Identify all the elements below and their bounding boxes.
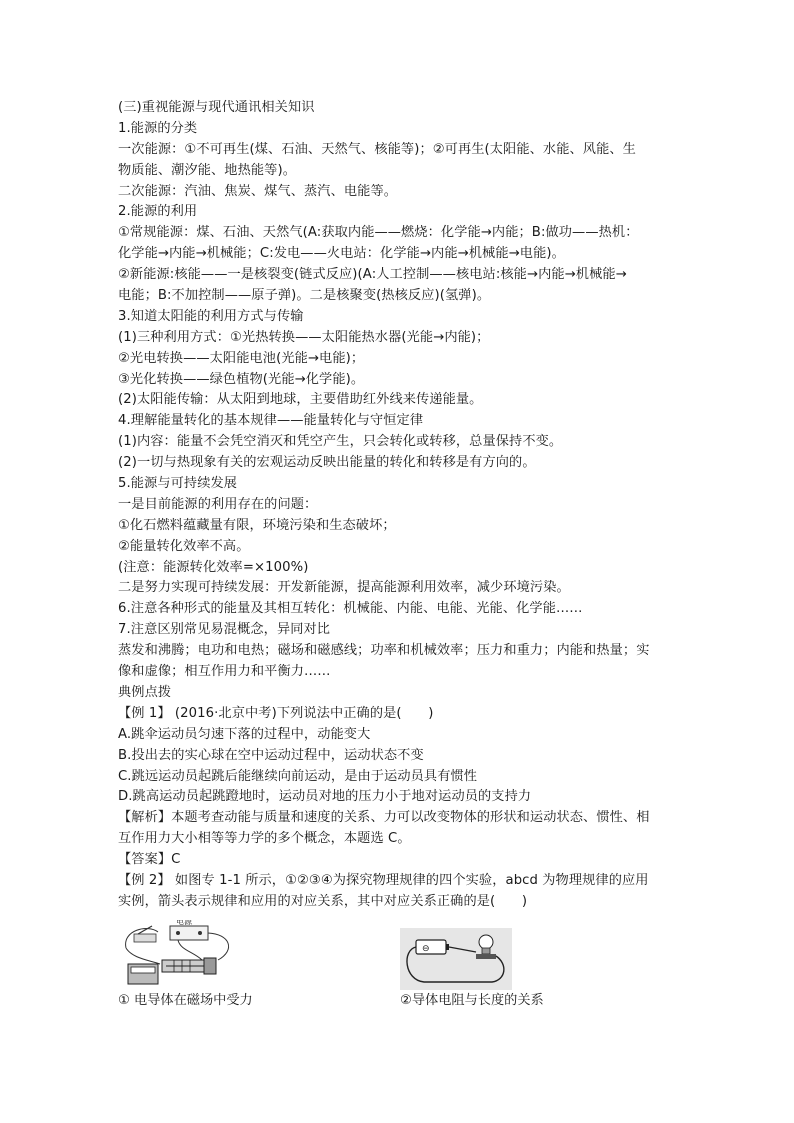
text-line: (2)太阳能传输：从太阳到地球，主要借助红外线来传递能量。 [118, 392, 483, 408]
power-supply-label: 电源 [176, 920, 192, 926]
text-line: 化学能→内能→机械能；C:发电——火电站：化学能→内能→机械能→电能)。 [118, 246, 565, 262]
text-line: ②光电转换——太阳能电池(光能→电能)； [118, 350, 365, 366]
text-line: ①化石燃料蕴藏量有限，环境污染和生态破坏； [118, 517, 396, 533]
text-line: ②能量转化效率不高。 [118, 538, 250, 554]
subheading-solar: 3.知道太阳能的利用方式与传输 [118, 308, 304, 324]
text-line: 电能；B:不加控制——原子弹)。二是核聚变(热核反应)(氢弹)。 [118, 288, 491, 304]
figure-2-caption: ②导体电阻与长度的关系 [400, 993, 544, 1008]
subheading-energy-law: 4.理解能量转化的基本规律——能量转化与守恒定律 [118, 413, 424, 429]
example-2-question: 实例，箭头表示规律和应用的对应关系，其中对应关系正确的是( ) [118, 893, 528, 909]
text-line: 蒸发和沸腾；电功和电热；磁场和磁感线；功率和机械效率；压力和重力；内能和热量；实 [118, 643, 650, 659]
text-line: ②新能源:核能——一是核裂变(链式反应)(A:人工控制——核电站:核能→内能→机械能→ [118, 267, 627, 283]
text-line: (1)三种利用方式：①光热转换——太阳能热水器(光能→内能)； [118, 329, 490, 345]
example-2-question: 【例 2】 如图专 1-1 所示，①②③④为探究物理规律的四个实验，abcd 为物理规律的应用 [118, 872, 649, 888]
text-line: 物质能、潮汐能、地热能等)。 [118, 162, 296, 178]
analysis-text: 互作用力大小相等等力学的多个概念，本题选 C。 [118, 831, 411, 847]
subheading-energy-classification: 1.能源的分类 [118, 120, 198, 136]
text-line: ③光化转换——绿色植物(光能→化学能)。 [118, 371, 365, 387]
analysis-text: 【解析】本题考查动能与质量和速度的关系、力可以改变物体的形状和运动状态、惯性、相 [118, 810, 650, 826]
option-a: A.跳伞运动员匀速下落的过程中，动能变大 [118, 726, 371, 742]
example-1-question: 【例 1】 (2016·北京中考)下列说法中正确的是( ) [118, 705, 434, 721]
figure-magnetic-force [118, 920, 248, 990]
text-line: 二是努力实现可持续发展：开发新能源，提高能源利用效率，减少环境污染。 [118, 580, 570, 596]
text-line: (1)内容：能量不会凭空消灭和凭空产生，只会转化或转移，总量保持不变。 [118, 434, 563, 450]
text-line: 一次能源：①不可再生(煤、石油、天然气、核能等)；②可再生(太阳能、水能、风能、生 [118, 141, 636, 157]
svg-text:⊖: ⊖ [422, 944, 430, 954]
section-heading: (三)重视能源与现代通讯相关知识 [118, 100, 315, 115]
battery-bulb-circuit-icon [400, 928, 512, 990]
text-line: 二次能源：汽油、焦炭、煤气、蒸汽、电能等。 [118, 183, 398, 199]
figure-1-caption: ① 电导体在磁场中受力 [118, 993, 253, 1008]
subheading-sustainability: 5.能源与可持续发展 [118, 476, 238, 492]
text-line: (2)一切与热现象有关的宏观运动反映出能量的转化和转移是有方向的。 [118, 455, 536, 471]
subheading-concepts: 7.注意区别常见易混概念，异同对比 [118, 622, 331, 638]
document-body [118, 98, 683, 913]
text-line: 一是目前能源的利用存在的问题： [118, 496, 318, 512]
option-b: B.投出去的实心球在空中运动过程中，运动状态不变 [118, 747, 424, 763]
examples-heading: 典例点拨 [118, 684, 172, 700]
option-d: D.跳高运动员起跳蹬地时，运动员对地的压力小于地对运动员的支持力 [118, 789, 532, 805]
answer-text: 【答案】C [118, 852, 181, 868]
figure-resistance-length [400, 928, 512, 990]
figure-row [118, 920, 683, 1020]
subheading-energy-use: 2.能源的利用 [118, 204, 198, 220]
subheading-energy-forms: 6.注意各种形式的能量及其相互转化：机械能、内能、电能、光能、化学能…… [118, 601, 583, 617]
text-line: ①常规能源：煤、石油、天然气(A:获取内能——燃烧：化学能→内能；B:做功——热机： [118, 225, 639, 241]
text-line: 像和虚像；相互作用力和平衡力…… [118, 664, 331, 680]
option-c: C.跳远运动员起跳后能继续向前运动，是由于运动员具有惯性 [118, 768, 478, 784]
text-line: (注意：能源转化效率=×100%) [118, 559, 309, 575]
circuit-diagram-icon [118, 920, 248, 990]
